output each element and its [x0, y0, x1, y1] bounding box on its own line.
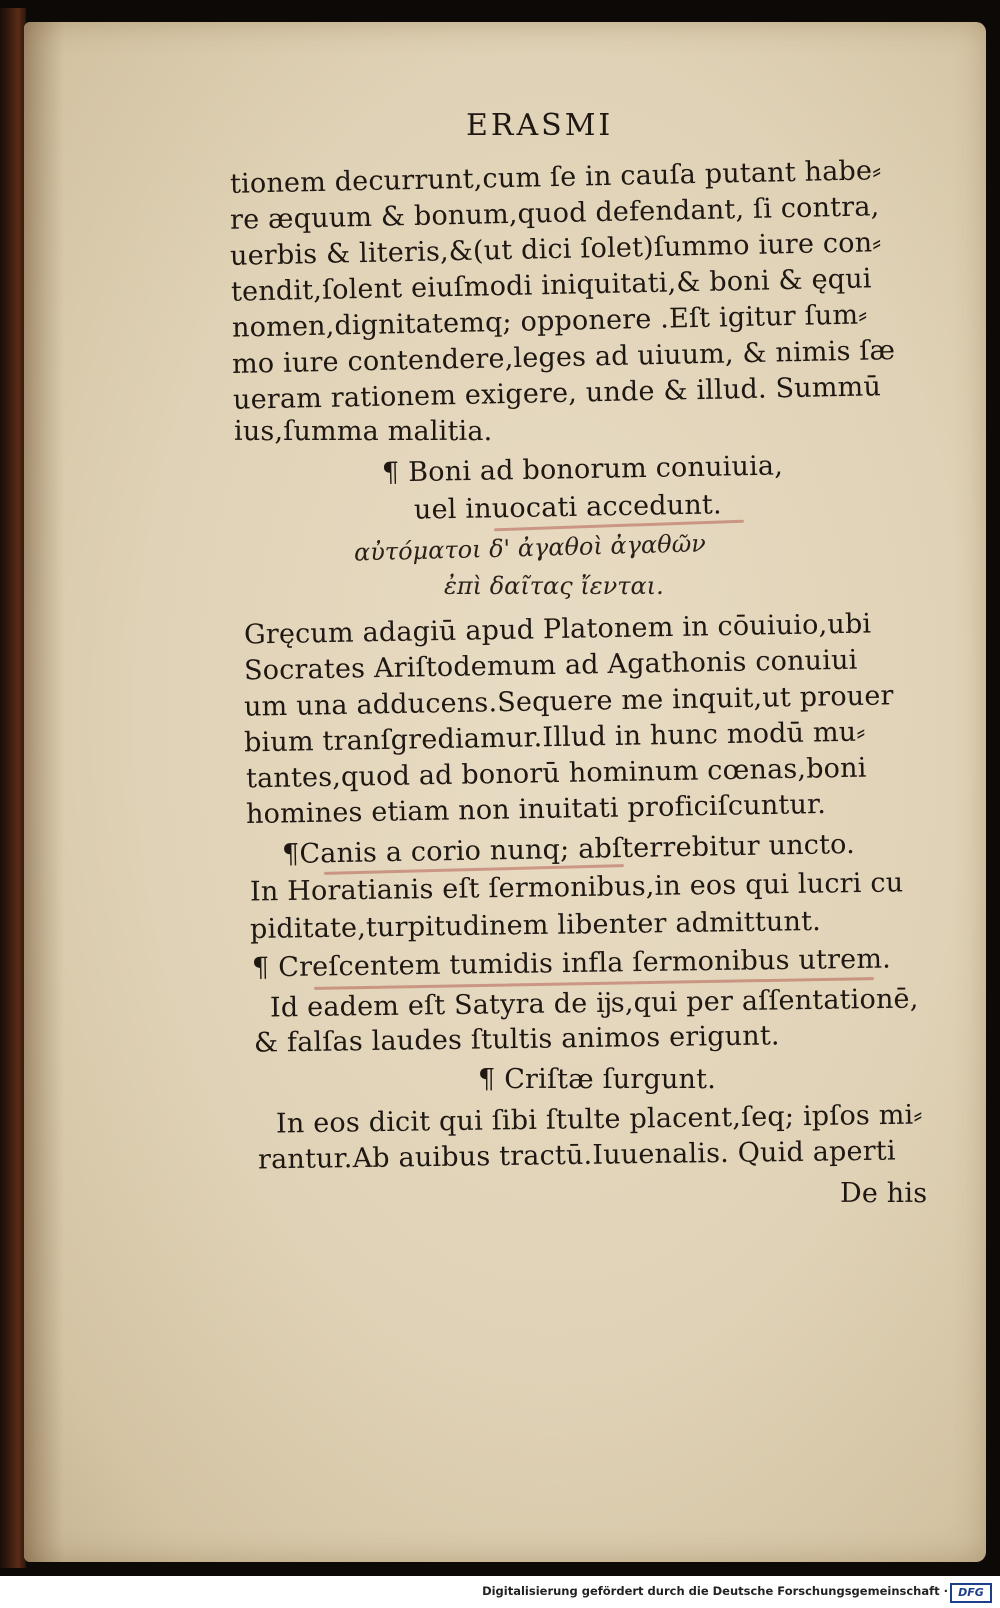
commentary-1-line-1: Gręcum adagiū apud Platonem in cōuiuio,ubi — [243, 608, 872, 651]
text-line-7: ueram rationem exigere, unde & illud. Summū — [232, 371, 882, 416]
commentary-3-line-2: & falſas laudes ſtultis animos erigunt. — [253, 1020, 780, 1059]
adage-heading-2 — [282, 829, 855, 870]
commentary-1-line-4: bium tranſgrediamur.Illud in hunc modū mu⸗ — [243, 716, 866, 759]
text-line-4: tendit,ſolent eiuſmodi iniquitati,& boni & ęqui — [230, 263, 872, 308]
text-line-5: nomen,dignitatemq; opponere .Eſt igitur ſum⸗ — [231, 299, 868, 344]
book-cover-edge — [0, 8, 26, 1568]
commentary-3-line-1: Id eadem eſt Satyra de ĳs,qui per aſſentationē, — [269, 983, 919, 1024]
adage-2-text: Canis a corio nunq; abſterrebitur uncto. — [299, 829, 856, 870]
commentary-1-line-6: homines etiam non inuitati proficiſcuntur. — [245, 788, 827, 831]
commentary-4-line-2: rantur.Ab auibus tractū.Iuuenalis. Quid aperti — [257, 1135, 896, 1176]
dfg-logo-icon: DFG — [950, 1583, 992, 1603]
adage-heading-1 — [382, 451, 783, 489]
greek-verse-line-2: ἐπὶ δαῖτας ἴενται. — [444, 572, 664, 600]
catchword: De his — [840, 1178, 928, 1209]
book-page — [24, 22, 986, 1562]
commentary-1-line-5: tantes,quod ad bonorū hominum cœnas,boni — [245, 752, 867, 795]
text-line-2: re æquum & bonum,quod defendant, ſi contra, — [229, 191, 880, 236]
adage-3-text: Creſcentem tumidis infla ſermonibus utrem. — [277, 943, 892, 984]
gutter-shadow — [24, 22, 64, 1562]
digitization-footer — [0, 1576, 1000, 1608]
commentary-4-line-1: In eos dicit qui ſibi ſtulte placent,ſeq; ipſos mi⸗ — [275, 1099, 923, 1140]
commentary-2-line-2: piditate,turpitudinem libenter admittunt. — [249, 906, 822, 945]
adage-1-line-1: Boni ad bonorum conuiuia, — [407, 450, 784, 489]
adage-4-text: Criſtæ ſurgunt. — [504, 1064, 716, 1095]
commentary-1-line-3: um una adducens.Sequere me inquit,ut prouer — [243, 680, 894, 723]
funding-credit: Digitalisierung gefördert durch die Deutsche Forschungsgemeinschaft · — [482, 1584, 948, 1598]
paragraph-mark: ¶ — [478, 1064, 496, 1095]
adage-heading-4 — [478, 1064, 716, 1095]
paragraph-mark: ¶ — [251, 952, 270, 984]
commentary-1-line-2: Socrates Ariſtodemum ad Agathonis conuiui — [243, 644, 858, 687]
text-line-3: uerbis & literis,&(ut dici ſolet)ſummo iure con⸗ — [229, 227, 882, 272]
running-head: ERASMI — [466, 108, 614, 143]
adage-heading-3 — [252, 944, 891, 984]
text-line-8: ius,ſumma malitia. — [234, 416, 493, 447]
text-line-6: mo iure contendere,leges ad uiuum, & nimis ſæ — [231, 335, 896, 380]
paragraph-mark: ¶ — [381, 457, 400, 489]
adage-1-line-2: uel inuocati accedunt. — [413, 489, 723, 526]
paragraph-mark: ¶ — [281, 838, 300, 870]
text-line-1: tionem decurrunt,cum ſe in cauſa putant habe⸗ — [229, 155, 882, 200]
greek-verse-line-1: αὐτόματοι δ' ἀγαθοὶ ἀγαθῶν — [353, 529, 707, 567]
commentary-2-line-1: In Horatianis eſt ſermonibus,in eos qui lucri cu — [249, 867, 904, 908]
